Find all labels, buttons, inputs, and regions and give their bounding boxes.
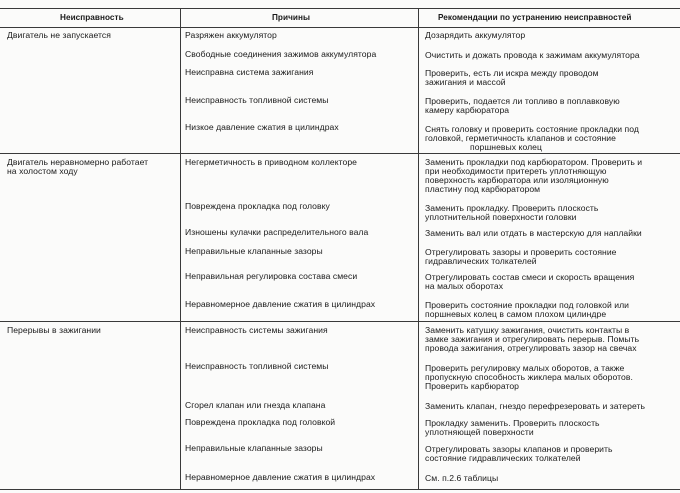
table-bottom-border [0,489,680,490]
cause-cell: Свободные соединения зажимов аккумулятора [185,49,377,59]
cause-cell: Разряжен аккумулятор [185,30,277,40]
column-divider-2 [418,8,419,490]
recommendation-cell: Проверить, подается ли топливо в поплавковую [425,96,620,106]
cause-cell: Неправильные клапанные зазоры [185,246,323,256]
recommendation-cell: уплотняющей поверхности [425,427,534,437]
recommendation-cell: провода зажигания, отрегулировать зазор на свечах [425,343,637,353]
recommendation-cell: Проверить состояние прокладки под головкой или [425,300,630,310]
cause-cell: Неисправность топливной системы [185,95,329,105]
recommendation-cell: при необходимости притереть уплотняющую [425,166,607,176]
recommendation-cell: гидравлических толкателей [425,256,537,266]
group-divider-1 [0,153,680,154]
cause-cell: Неисправность топливной системы [185,361,329,371]
cause-cell: Неравномерное давление сжатия в цилиндрах [185,472,376,482]
fault-label: Двигатель не запускается [7,30,111,40]
recommendation-cell: Отрегулировать зазоры клапанов и проверить [425,444,613,454]
recommendation-cell: уплотнительной поверхности головки [425,212,577,222]
recommendation-cell: Проверить, есть ли искра между проводом [425,68,599,78]
column-divider-1 [180,8,181,490]
recommendation-cell: Заменить клапан, гнездо перефрезеровать и затереть [425,401,646,411]
cause-cell: Негерметичность в приводном коллекторе [185,157,357,167]
recommendation-cell: замке зажигания и отрегулировать перерыв. Помыть [425,334,640,344]
recommendation-cell: зажигания и массой [425,77,506,87]
header-causes: Причины [272,13,310,22]
recommendation-cell: Проверить регулировку малых оборотов, а также [425,363,625,373]
cause-cell: Сгорел клапан или гнезда клапана [185,400,326,410]
cause-cell: Неправильная регулировка состава смеси [185,271,358,281]
recommendation-cell: поршневых колец в самом плохом цилиндре [425,309,607,319]
recommendation-cell: головкой, герметичность клапанов и состояние [425,133,616,143]
table-top-border [0,8,680,9]
group-divider-2 [0,321,680,322]
recommendation-cell: Заменить прокладку. Проверить плоскость [425,203,599,213]
recommendation-cell: камеру карбюратора [425,105,510,115]
recommendation-cell: пластину под карбюратором [425,184,541,194]
recommendation-cell: Проверить карбюратор [425,381,520,391]
cause-cell: Неправильные клапанные зазоры [185,443,323,453]
cause-cell: Неравномерное давление сжатия в цилиндрах [185,299,376,309]
recommendation-cell: на малых оборотах [425,281,504,291]
fault-label: Перерывы в зажигании [7,325,101,335]
cause-cell: Изношены кулачки распределительного вала [185,227,369,237]
cause-cell: Неисправность системы зажигания [185,325,328,335]
recommendation-cell: Дозарядить аккумулятор [425,30,526,40]
header-fault: Неисправность [60,13,124,22]
recommendation-cell: См. п.2.6 таблицы [425,473,499,483]
fault-label: на холостом ходу [7,166,78,176]
recommendation-cell: поверхность карбюратора или изоляционную [425,175,609,185]
cause-cell: Неисправна система зажигания [185,67,314,77]
cause-cell: Низкое давление сжатия в цилиндрах [185,122,339,132]
header-recommendations: Рекомендации по устранению неисправностей [438,13,632,22]
recommendation-cell: поршневых колец [470,142,542,152]
recommendation-cell: Заменить прокладки под карбюратором. Проверить и [425,157,643,167]
cause-cell: Повреждена прокладка под головкой [185,417,336,427]
recommendation-cell: Прокладку заменить. Проверить плоскость [425,418,600,428]
recommendation-cell: Заменить вал или отдать в мастерскую для наплайки [425,228,642,238]
recommendation-cell: Снять головку и проверить состояние прокладки под [425,124,639,134]
recommendation-cell: Очистить и дожать провода к зажимам аккумулятора [425,50,640,60]
recommendation-cell: Отрегулировать зазоры и проверить состояние [425,247,617,257]
cause-cell: Повреждена прокладка под головку [185,201,330,211]
recommendation-cell: Заменить катушку зажигания, очистить контакты в [425,325,630,335]
fault-label: Двигатель неравномерно работает [7,157,149,167]
recommendation-cell: состояние гидравлических толкателей [425,453,581,463]
recommendation-cell: пропускную способность жиклера малых оборотов. [425,372,633,382]
recommendation-cell: Отрегулировать состав смеси и скорость вращения [425,272,635,282]
header-bottom-border [0,27,680,28]
